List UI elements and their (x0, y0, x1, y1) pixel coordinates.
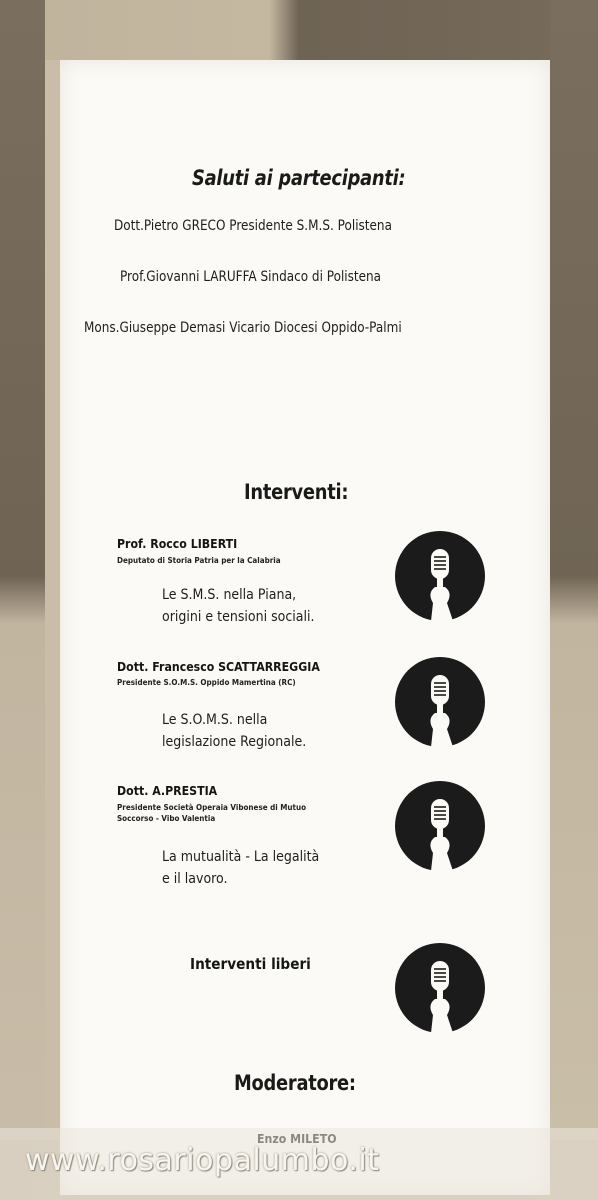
microphone-icon (395, 781, 485, 871)
speaker-2-role: Presidente S.O.M.S. Oppido Mamertina (RC) (117, 678, 296, 687)
speaker-1-role: Deputato di Storia Patria per la Calabria (117, 556, 281, 565)
speaker-3-name: Dott. A.PRESTIA (117, 783, 218, 798)
speaker-1-topic-line-1: Le S.M.S. nella Piana, (162, 587, 297, 603)
watermark-text: www.rosariopalumbo.it (25, 1143, 380, 1178)
speaker-2-topic (162, 709, 306, 753)
speaker-1-topic-line-2: origini e tensioni sociali. (162, 609, 315, 625)
saluti-line-3: Mons.Giuseppe Demasi Vicario Diocesi Oppido-Palmi (84, 320, 402, 336)
speaker-3-role-line-1: Presidente Società Operaia Vibonese di Mutuo (117, 803, 307, 812)
saluti-line-1: Dott.Pietro GRECO Presidente S.M.S. Polistena (114, 218, 392, 234)
border-left (0, 0, 45, 1200)
border-right (550, 0, 598, 1200)
microphone-icon (395, 531, 485, 621)
speaker-2-topic-line-2: legislazione Regionale. (162, 734, 307, 750)
interventi-liberi: Interventi liberi (190, 955, 311, 973)
speaker-3-topic-line-1: La mutualità - La legalità (162, 849, 320, 865)
speaker-3-role-line-2: Soccorso - Vibo Valentia (117, 814, 216, 823)
speaker-2-topic-line-1: Le S.O.M.S. nella (162, 712, 268, 728)
speaker-3-role (117, 802, 306, 824)
microphone-icon (395, 943, 485, 1033)
moderatore-title: Moderatore: (234, 1071, 356, 1095)
speaker-2-name: Dott. Francesco SCATTARREGGIA (117, 659, 320, 674)
speaker-3-topic-line-2: e il lavoro. (162, 871, 228, 887)
border-top (0, 0, 598, 60)
speaker-1-name: Prof. Rocco LIBERTI (117, 536, 238, 551)
saluti-title: Saluti ai partecipanti: (192, 166, 406, 190)
speaker-3-topic (162, 846, 319, 890)
microphone-icon (395, 657, 485, 747)
speaker-1-topic (162, 584, 315, 628)
interventi-title: Interventi: (244, 480, 349, 504)
saluti-line-2: Prof.Giovanni LARUFFA Sindaco di Polistena (120, 269, 382, 285)
